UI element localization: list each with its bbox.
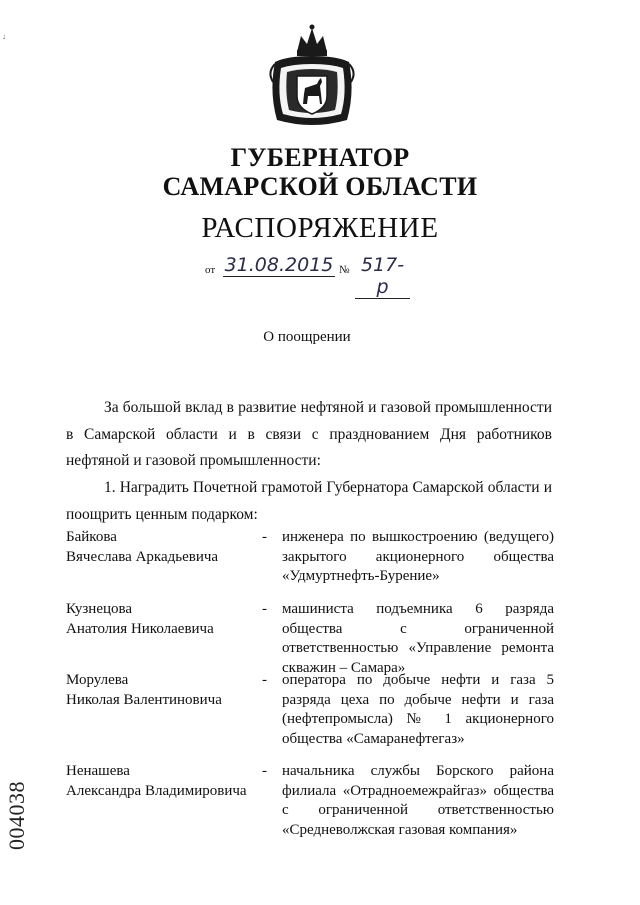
awardee-name: Вячеслава Аркадьевича: [66, 548, 219, 565]
corner-mark: ↓: [2, 32, 6, 41]
entry-dash: -: [262, 601, 267, 617]
handwritten-date: 31.08.2015: [224, 254, 334, 276]
document-subject: О поощрении: [263, 329, 351, 345]
entry-dash: -: [262, 763, 267, 779]
registration-line: [205, 254, 505, 298]
awardee-position: оператора по добыче нефти и газа 5 разряда цеха по добыче нефти и газа (нефтепромысла) № 1 акционерного общества «Самаранефтегаз»: [282, 672, 554, 747]
preamble-paragraph: За большой вклад в развитие нефтяной и газовой промышленности в Самарской области и в связи с празднованием Дня работников нефтяной и газовой промышленности:: [66, 399, 552, 469]
awardee-name: Анатолия Николаевича: [66, 620, 214, 637]
awardee-surname: Кузнецова: [66, 601, 133, 617]
awardee-name: Александра Владимировича: [66, 782, 247, 799]
awardee-person: [66, 600, 266, 639]
handwritten-number: 517-р: [355, 254, 410, 299]
document-serial-number: 004038: [4, 781, 29, 850]
number-sign: №: [339, 264, 350, 276]
entry-dash: -: [262, 529, 267, 545]
awardee-person: [66, 528, 266, 567]
awardee-position: начальника службы Борского района филиала «Отрадноемежрайгаз» общества с ограниченной ответственностью «Средневолжская газовая компания»: [282, 763, 554, 838]
issuer-region: САМАРСКОЙ ОБЛАСТИ: [162, 172, 478, 201]
entry-dash: -: [262, 672, 267, 688]
resolution-paragraph: 1. Наградить Почетной грамотой Губернатора Самарской области и поощрить ценным подарком:: [66, 479, 552, 523]
awardee-surname: Ненашева: [66, 763, 130, 779]
awardee-position: инженера по вышкостроению (ведущего) закрытого акционерного общества «Удмуртнефть-Бурение»: [282, 529, 554, 584]
awardee-surname: Байкова: [66, 529, 117, 545]
awardee-surname: Морулева: [66, 672, 129, 688]
date-prefix: от: [205, 264, 216, 276]
awardee-person: [66, 671, 266, 710]
awardee-person: [66, 762, 266, 801]
document-type: РАСПОРЯЖЕНИЕ: [201, 212, 439, 244]
awardee-position: машиниста подъемника 6 разряда общества с ограниченной ответственностью «Управление ремонта скважин – Самара»: [282, 601, 554, 676]
awardee-name: Николая Валентиновича: [66, 691, 222, 708]
coat-of-arms-emblem: [267, 22, 357, 130]
issuer-title: ГУБЕРНАТОР: [230, 143, 410, 172]
